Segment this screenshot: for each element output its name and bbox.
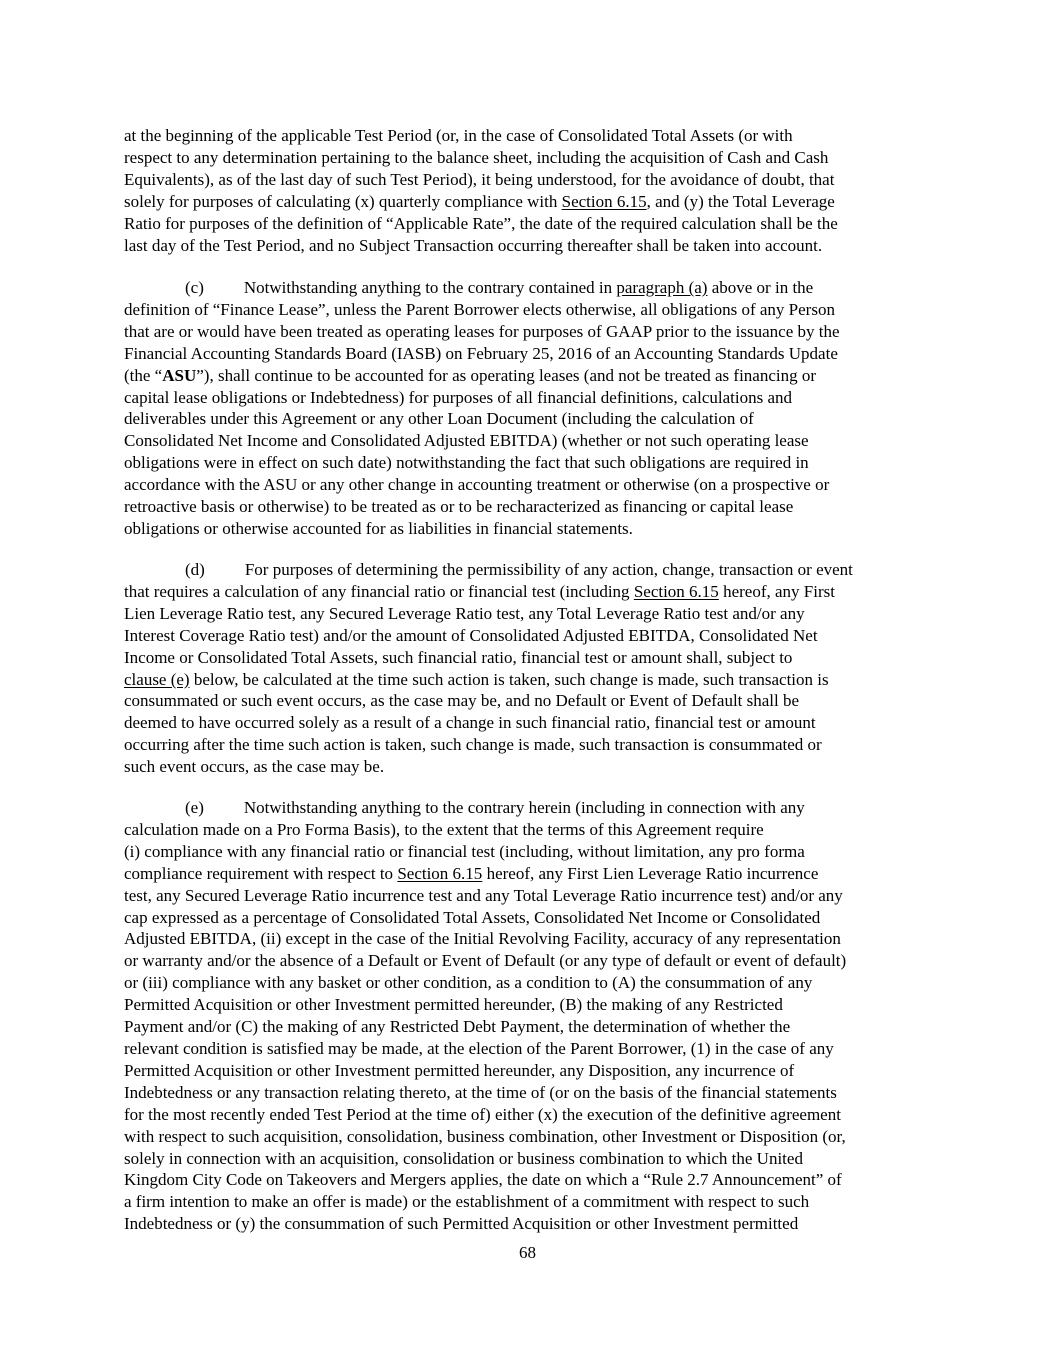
text-line: for the most recently ended Test Period at the time of) either (x) the execution of the definitive agreement — [124, 1104, 841, 1124]
text-segment: hereof, any First — [718, 581, 835, 601]
text-line: obligations or otherwise accounted for as liabilities in financial statements. — [124, 518, 633, 538]
paragraph-d — [124, 559, 932, 778]
text-line — [124, 669, 932, 691]
text-line: solely in connection with an acquisition, consolidation or business combination to which the United — [124, 1148, 803, 1168]
text-line: Lien Leverage Ratio test, any Secured Leverage Ratio test, any Total Leverage Ratio test and/or any — [124, 603, 805, 623]
text-line: respect to any determination pertaining to the balance sheet, including the acquisition of Cash and Cash — [124, 147, 829, 167]
text-line: Permitted Acquisition or other Investment permitted hereunder, (B) the making of any Restricted — [124, 995, 783, 1015]
text-line — [124, 277, 932, 299]
text-line: capital lease obligations or Indebtedness) for purposes of all financial definitions, calculations and — [124, 387, 792, 407]
text-line: Indebtedness or any transaction relating thereto, at the time of (or on the basis of the financial statements — [124, 1082, 837, 1102]
text-segment: (the “ — [124, 365, 163, 385]
text-line: Adjusted EBITDA, (ii) except in the case of the Initial Revolving Facility, accuracy of any representation — [124, 929, 841, 949]
text-segment: Notwithstanding anything to the contrary herein (including in connection with any — [243, 798, 805, 817]
text-line: deliverables under this Agreement or any other Loan Document (including the calculation of — [124, 409, 754, 429]
text-segment: below, be calculated at the time such action is taken, such change is made, such transaction is — [189, 669, 829, 689]
text-line: Permitted Acquisition or other Investment permitted hereunder, any Disposition, any incurrence of — [124, 1060, 795, 1080]
text-line — [124, 559, 932, 581]
text-line: Consolidated Net Income and Consolidated Adjusted EBITDA) (whether or not such operating lease — [124, 431, 809, 451]
text-line: occurring after the time such action is taken, such change is made, such transaction is consummated or — [124, 735, 822, 755]
text-line: definition of “Finance Lease”, unless the Parent Borrower elects otherwise, all obligations of any Person — [124, 299, 835, 319]
text-line: Payment and/or (C) the making of any Restricted Debt Payment, the determination of whether the — [124, 1017, 791, 1037]
text-segment: compliance requirement with respect to — [124, 863, 398, 883]
text-line: or (iii) compliance with any basket or other condition, as a condition to (A) the consummation of any — [124, 973, 813, 993]
text-line: at the beginning of the applicable Test Period (or, in the case of Consolidated Total Assets (or with — [124, 126, 793, 145]
text-line: with respect to such acquisition, consolidation, business combination, other Investment or Disposition (or, — [124, 1126, 846, 1146]
text-line — [124, 863, 932, 885]
paragraph-label: (e) — [185, 798, 204, 817]
clause-reference-link[interactable]: clause (e) — [124, 669, 190, 689]
text-line: last day of the Test Period, and no Subject Transaction occurring thereafter shall be taken into account. — [124, 235, 823, 255]
text-line: accordance with the ASU or any other change in accounting treatment or otherwise (on a prospective or — [124, 475, 830, 495]
text-segment: For purposes of determining the permissibility of any action, change, transaction or event — [244, 560, 853, 579]
text-segment: ”), shall continue to be accounted for as operating leases (and not be treated as financing or — [196, 365, 817, 385]
section-reference-link[interactable]: Section 6.15 — [633, 581, 719, 601]
paragraph-reference-link[interactable]: paragraph (a) — [616, 278, 708, 297]
text-segment: above or in the — [707, 278, 814, 297]
text-line: Indebtedness or (y) the consummation of such Permitted Acquisition or other Investment permitted — [124, 1214, 799, 1234]
text-segment: that requires a calculation of any financial ratio or financial test (including — [124, 581, 634, 601]
text-line: Financial Accounting Standards Board (IASB) on February 25, 2016 of an Accounting Standards Update — [124, 343, 838, 363]
section-reference-link[interactable]: Section 6.15 — [397, 863, 483, 883]
text-line: obligations were in effect on such date) notwithstanding the fact that such obligations are required in — [124, 453, 809, 473]
text-line: such event occurs, as the case may be. — [124, 757, 385, 777]
text-line: cap expressed as a percentage of Consolidated Total Assets, Consolidated Net Income or Consolidated — [124, 907, 821, 927]
text-line: a firm intention to make an offer is made) or the establishment of a commitment with respect to such — [124, 1192, 810, 1212]
text-line: Income or Consolidated Total Assets, such financial ratio, financial test or amount shall, subject to — [124, 647, 793, 667]
text-segment: , and (y) the Total Leverage — [646, 191, 835, 211]
text-segment: hereof, any First Lien Leverage Ratio incurrence — [482, 863, 819, 883]
text-line — [124, 797, 932, 819]
text-line: (i) compliance with any financial ratio or financial test (including, without limitation, any pro forma — [124, 841, 805, 861]
defined-term: ASU — [162, 365, 197, 385]
section-reference-link[interactable]: Section 6.15 — [561, 191, 647, 211]
text-line: consummated or such event occurs, as the case may be, and no Default or Event of Default shall be — [124, 691, 800, 711]
text-line: test, any Secured Leverage Ratio incurrence test and any Total Leverage Ratio incurrence test) and/or any — [124, 885, 843, 905]
paragraph-c — [124, 277, 932, 540]
text-line: Kingdom City Code on Takeovers and Mergers applies, the date on which a “Rule 2.7 Announcement” of — [124, 1170, 842, 1190]
text-line: Equivalents), as of the last day of such Test Period), it being understood, for the avoidance of doubt, that — [124, 169, 835, 189]
text-line — [124, 581, 932, 603]
text-segment: Notwithstanding anything to the contrary contained in — [243, 278, 617, 297]
text-line: or warranty and/or the absence of a Default or Event of Default (or any type of default or event of default) — [124, 951, 847, 971]
text-line — [124, 191, 932, 213]
text-segment: solely for purposes of calculating (x) quarterly compliance with — [124, 191, 562, 211]
intro-paragraph — [124, 125, 932, 256]
text-line: retroactive basis or otherwise) to be treated as or to be recharacterized as financing or capital lease — [124, 497, 794, 517]
text-line: Ratio for purposes of the definition of “Applicable Rate”, the date of the required calculation shall be the — [124, 213, 838, 233]
text-line: relevant condition is satisfied may be made, at the election of the Parent Borrower, (1) in the case of any — [124, 1038, 834, 1058]
text-line: calculation made on a Pro Forma Basis), to the extent that the terms of this Agreement require — [124, 819, 764, 839]
text-line: Interest Coverage Ratio test) and/or the amount of Consolidated Adjusted EBITDA, Consolidated Net — [124, 625, 818, 645]
text-line: that are or would have been treated as operating leases for purposes of GAAP prior to the issuance by the — [124, 321, 840, 341]
paragraph-e — [124, 797, 932, 1235]
text-line — [124, 365, 932, 387]
paragraph-label: (d) — [185, 560, 205, 579]
page-number: 68 — [519, 1243, 536, 1262]
text-line: deemed to have occurred solely as a result of a change in such financial ratio, financial test or amount — [124, 713, 816, 733]
paragraph-label: (c) — [185, 278, 204, 297]
